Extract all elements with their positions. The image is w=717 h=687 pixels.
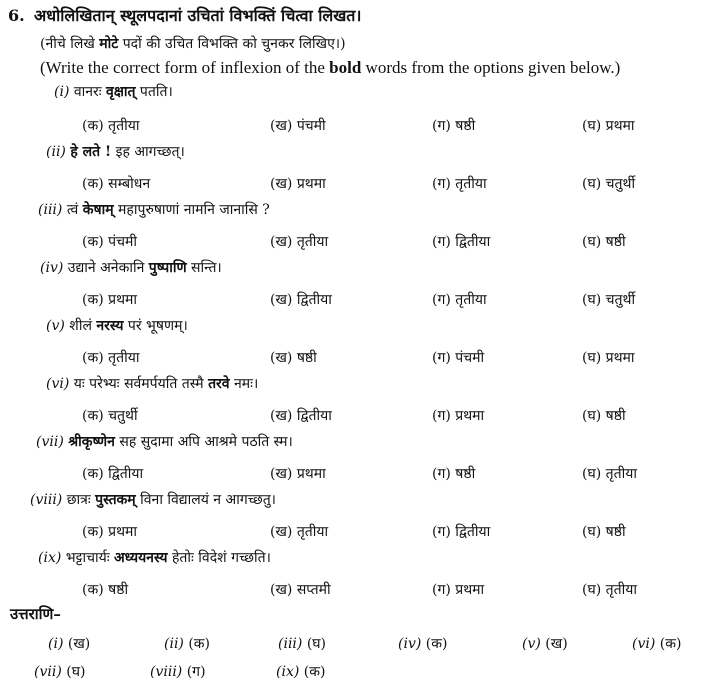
option-ka: (क) षष्ठी <box>82 582 129 598</box>
item-text-pre: वानरः <box>73 84 107 100</box>
option-ga: (ग) षष्ठी <box>432 118 476 134</box>
option-kha: (ख) तृतीया <box>270 234 329 250</box>
option-ga: (ग) तृतीया <box>432 292 487 308</box>
option-ka: (क) पंचमी <box>82 234 137 250</box>
answer-number: (ii) <box>164 636 184 652</box>
option-ga: (ग) द्वितीया <box>432 524 491 540</box>
option-ka: (क) सम्बोधन <box>82 176 151 192</box>
item-number: (ix) <box>38 550 62 566</box>
answer-number: (i) <box>48 636 64 652</box>
question-item <box>54 82 173 101</box>
question-item <box>38 200 270 219</box>
answer-letter: (क) <box>188 636 211 652</box>
item-text-pre: छात्रः <box>66 492 96 508</box>
item-text-post: इह आगच्छत्। <box>111 144 185 160</box>
option-kha: (ख) षष्ठी <box>270 350 317 366</box>
option-ka: (क) प्रथमा <box>82 524 138 540</box>
option-ga: (ग) द्वितीया <box>432 234 491 250</box>
option-ga: (ग) प्रथमा <box>432 582 485 598</box>
option-kha: (ख) सप्तमी <box>270 582 331 598</box>
answer-letter: (क) <box>303 664 326 680</box>
hindi-instruction-bold: मोटे <box>99 36 119 52</box>
option-gha: (घ) प्रथमा <box>582 118 635 134</box>
item-number: (i) <box>54 84 70 100</box>
option-ga: (ग) पंचमी <box>432 350 485 366</box>
question-item <box>46 142 185 161</box>
item-text-post: हेतोः विदेशं गच्छति। <box>167 550 271 566</box>
english-instruction-pre: (Write the correct form of inflexion of the <box>40 58 330 77</box>
option-kha: (ख) प्रथमा <box>270 466 326 482</box>
item-bold-word: श्रीकृष्णेन <box>68 434 115 450</box>
option-gha: (घ) षष्ठी <box>582 524 626 540</box>
answer-letter: (ग) <box>186 664 206 680</box>
item-bold-word: पुस्तकम् <box>95 492 136 508</box>
item-bold-word: अध्ययनस्य <box>113 550 168 566</box>
option-gha: (घ) षष्ठी <box>582 234 626 250</box>
item-text-post: महापुरुषाणां नामनि जानासि ? <box>113 202 270 218</box>
item-text-post: विना विद्यालयं न आगच्छतु। <box>135 492 276 508</box>
option-gha: (घ) चतुर्थी <box>582 292 636 308</box>
answer-number: (v) <box>522 636 541 652</box>
option-gha: (घ) प्रथमा <box>582 350 635 366</box>
english-instruction-bold: bold <box>329 58 362 77</box>
item-text-post: सह सुदामा अपि आश्रमे पठति स्म। <box>114 434 293 450</box>
option-ga: (ग) तृतीया <box>432 176 487 192</box>
option-ka: (क) चतुर्थी <box>82 408 138 424</box>
option-ga: (ग) षष्ठी <box>432 466 476 482</box>
answer-item <box>150 662 206 681</box>
hindi-instruction-pre: (नीचे लिखे <box>40 36 100 52</box>
answer-item <box>164 634 210 653</box>
answer-item <box>48 634 90 653</box>
answer-letter: (ख) <box>67 636 91 652</box>
answer-item <box>522 634 568 653</box>
item-text-post: नमः। <box>229 376 259 392</box>
item-text-pre: उद्याने अनेकानि <box>67 260 149 276</box>
item-number: (vi) <box>46 376 70 392</box>
answer-number: (viii) <box>150 664 183 680</box>
question-heading <box>8 4 361 26</box>
item-number: (iii) <box>38 202 63 218</box>
item-bold-word: केषाम् <box>82 202 114 218</box>
option-ka: (क) द्वितीया <box>82 466 144 482</box>
question-title: अधोलिखितान् स्थूलपदानां उचितां विभक्तिं चित्वा लिखत। <box>34 6 362 25</box>
item-text-pre: भट्टाचार्यः <box>65 550 114 566</box>
item-bold-word: नरस्य <box>96 318 124 334</box>
answer-letter: (घ) <box>66 664 86 680</box>
question-item <box>46 316 188 335</box>
option-kha: (ख) द्वितीया <box>270 292 332 308</box>
option-gha: (घ) षष्ठी <box>582 408 626 424</box>
item-number: (vii) <box>36 434 64 450</box>
item-text-post: सन्ति। <box>186 260 222 276</box>
answer-item <box>278 634 326 653</box>
question-item <box>46 374 258 393</box>
item-bold-word: पुष्पाणि <box>148 260 187 276</box>
hindi-instruction-post: पदों की उचित विभक्ति को चुनकर लिखिए।) <box>118 36 346 52</box>
option-ka: (क) प्रथमा <box>82 292 138 308</box>
option-ka: (क) तृतीया <box>82 118 140 134</box>
option-ka: (क) तृतीया <box>82 350 140 366</box>
item-bold-word: तरवे <box>208 376 230 392</box>
item-text-pre: शीलं <box>69 318 97 334</box>
item-text-post: पतति। <box>135 84 173 100</box>
english-instruction <box>40 58 620 78</box>
answer-letter: (ख) <box>545 636 568 652</box>
item-bold-word: वृक्षात् <box>106 84 136 100</box>
answer-number: (iii) <box>278 636 303 652</box>
option-kha: (ख) पंचमी <box>270 118 326 134</box>
answer-letter: (घ) <box>306 636 327 652</box>
answer-number: (vii) <box>34 664 62 680</box>
question-item <box>36 432 293 451</box>
answer-letter: (क) <box>425 636 448 652</box>
question-number: 6. <box>8 6 25 25</box>
answer-item <box>276 662 325 681</box>
answer-number: (iv) <box>398 636 422 652</box>
item-number: (ii) <box>46 144 66 160</box>
item-text-post: परं भूषणम्। <box>123 318 188 334</box>
answer-number: (vi) <box>632 636 656 652</box>
item-text-pre: यः परेभ्यः सर्वमर्पयति तस्मै <box>73 376 209 392</box>
answer-item <box>632 634 681 653</box>
item-number: (v) <box>46 318 65 334</box>
hindi-instruction <box>40 34 346 53</box>
option-kha: (ख) द्वितीया <box>270 408 332 424</box>
option-ga: (ग) प्रथमा <box>432 408 485 424</box>
answers-title: उत्तराणि– <box>10 605 61 623</box>
answer-item <box>398 634 447 653</box>
question-item <box>38 548 271 567</box>
question-item <box>30 490 276 509</box>
option-gha: (घ) तृतीया <box>582 582 637 598</box>
english-instruction-post: words from the options given below.) <box>361 58 621 77</box>
option-kha: (ख) तृतीया <box>270 524 329 540</box>
option-kha: (ख) प्रथमा <box>270 176 326 192</box>
answer-item <box>34 662 85 681</box>
item-number: (iv) <box>40 260 64 276</box>
option-gha: (घ) तृतीया <box>582 466 637 482</box>
question-item <box>40 258 222 277</box>
answer-letter: (क) <box>659 636 682 652</box>
option-gha: (घ) चतुर्थी <box>582 176 636 192</box>
answer-number: (ix) <box>276 664 300 680</box>
item-number: (viii) <box>30 492 63 508</box>
item-bold-word: हे लते ! <box>70 144 112 160</box>
item-text-pre: त्वं <box>66 202 83 218</box>
